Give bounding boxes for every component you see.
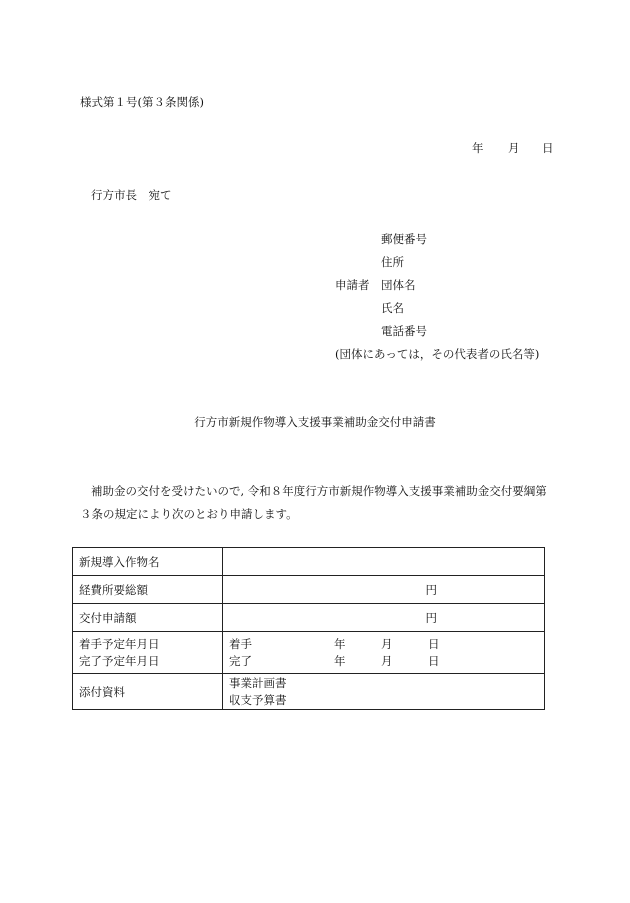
end-day-label: 日 bbox=[428, 653, 440, 668]
document-title: 行方市新規作物導入支援事業補助金交付申請書 bbox=[194, 415, 436, 429]
date-day-label: 日 bbox=[542, 141, 554, 155]
schedule-label-cell bbox=[73, 632, 223, 674]
addressee: 行方市長 宛て bbox=[91, 188, 172, 202]
attachment-item-business-plan: 事業計画書 bbox=[229, 675, 287, 690]
requested-amount-value-cell[interactable] bbox=[223, 604, 545, 632]
table-row-schedule bbox=[73, 632, 545, 674]
schedule-value-cell[interactable] bbox=[223, 632, 545, 674]
end-date-label: 完了予定年月日 bbox=[79, 653, 160, 668]
attachment-item-budget: 収支予算書 bbox=[229, 692, 287, 707]
statement-line-2: ３条の規定により次のとおり申請します。 bbox=[80, 507, 298, 521]
applicant-field-phone: 電話番号 bbox=[381, 324, 427, 338]
table-row-total-cost bbox=[73, 576, 545, 604]
applicant-field-address: 住所 bbox=[381, 255, 404, 269]
start-date-line bbox=[229, 636, 538, 653]
start-month-label: 月 bbox=[381, 636, 393, 651]
applicant-field-name: 氏名 bbox=[381, 301, 404, 315]
form-number: 様式第１号(第３条関係) bbox=[80, 95, 204, 109]
attachments-label: 添付資料 bbox=[73, 674, 223, 710]
statement-line-1: 補助金の交付を受けたいので, 令和８年度行方市新規作物導入支援事業補助金交付要綱第 bbox=[91, 484, 547, 498]
end-year-label: 年 bbox=[334, 653, 346, 668]
requested-amount-unit: 円 bbox=[425, 610, 437, 625]
end-label: 完了 bbox=[229, 653, 252, 668]
table-row-crop-name bbox=[73, 548, 545, 576]
end-date-line bbox=[229, 653, 538, 670]
application-form-table bbox=[72, 547, 545, 710]
application-statement bbox=[80, 480, 555, 526]
requested-amount-label: 交付申請額 bbox=[73, 604, 223, 632]
crop-name-label: 新規導入作物名 bbox=[73, 548, 223, 576]
total-cost-unit: 円 bbox=[425, 582, 437, 597]
start-label: 着手 bbox=[229, 636, 252, 651]
table-row-requested-amount bbox=[73, 604, 545, 632]
applicant-label: 申請者 bbox=[335, 278, 370, 292]
applicant-note: (団体にあっては，その代表者の氏名等) bbox=[335, 347, 540, 361]
crop-name-value-cell[interactable] bbox=[223, 548, 545, 576]
table-row-attachments bbox=[73, 674, 545, 710]
date-year-label: 年 bbox=[472, 141, 484, 155]
applicant-field-organization: 団体名 bbox=[381, 278, 416, 292]
applicant-field-postal-code: 郵便番号 bbox=[381, 232, 427, 246]
start-day-label: 日 bbox=[428, 636, 440, 651]
total-cost-label: 経費所要総額 bbox=[73, 576, 223, 604]
end-month-label: 月 bbox=[381, 653, 393, 668]
start-year-label: 年 bbox=[334, 636, 346, 651]
date-month-label: 月 bbox=[508, 141, 520, 155]
attachments-value-cell bbox=[223, 674, 545, 710]
start-date-label: 着手予定年月日 bbox=[79, 636, 160, 651]
total-cost-value-cell[interactable] bbox=[223, 576, 545, 604]
